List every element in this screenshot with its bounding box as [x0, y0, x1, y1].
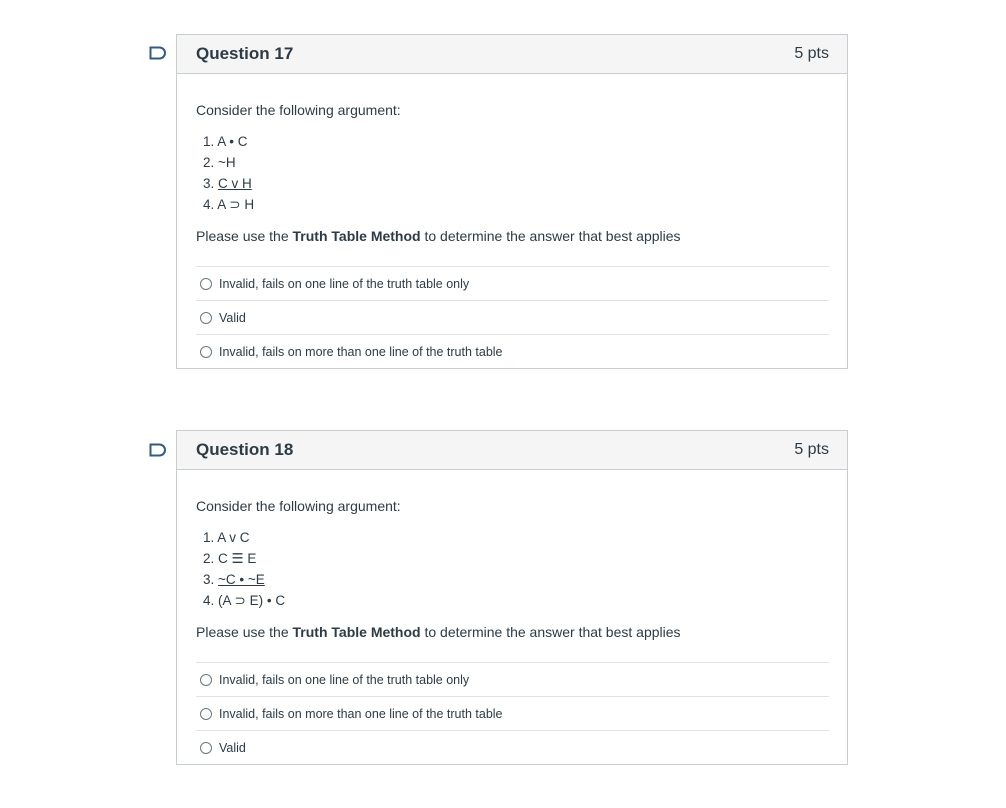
answer-option[interactable] [196, 335, 829, 368]
answer-list [196, 266, 829, 368]
premise-1: 1. A • C [203, 134, 248, 149]
answer-option[interactable] [196, 697, 829, 731]
answer-label: Invalid, fails on one line of the truth table only [219, 276, 470, 291]
premise-4: 4. (A ⊃ E) • C [203, 593, 286, 608]
answer-label: Valid [219, 740, 246, 755]
question-intro: Consider the following argument: [196, 498, 401, 514]
answer-label: Valid [219, 310, 246, 325]
answer-list [196, 662, 829, 764]
answer-label: Invalid, fails on more than one line of the truth table [219, 706, 503, 721]
question-body [177, 470, 847, 764]
question-body [177, 74, 847, 368]
answer-option[interactable] [196, 663, 829, 697]
flag-question-icon[interactable] [149, 46, 167, 60]
question-17 [176, 34, 848, 369]
question-points: 5 pts [794, 441, 829, 458]
answer-option[interactable] [196, 731, 829, 764]
question-title: Question 18 [196, 440, 294, 459]
question-header [177, 35, 847, 74]
question-18 [176, 430, 848, 765]
answer-label: Invalid, fails on one line of the truth table only [219, 672, 470, 687]
radio-button[interactable] [200, 708, 212, 720]
premise-2: 2. C ☰ E [203, 551, 257, 566]
premise-1: 1. A v C [203, 530, 250, 545]
premise-2: 2. ~H [203, 155, 236, 170]
flag-question-icon[interactable] [149, 443, 167, 457]
radio-button[interactable] [200, 278, 212, 290]
premise-4: 4. A ⊃ H [203, 197, 255, 212]
question-points: 5 pts [794, 45, 829, 62]
question-instruction: Please use the Truth Table Method to determine the answer that best applies [196, 228, 681, 244]
premise-3-conclusion: 3. C v H [203, 176, 252, 191]
question-intro: Consider the following argument: [196, 102, 401, 118]
question-instruction: Please use the Truth Table Method to determine the answer that best applies [196, 624, 681, 640]
premise-list [203, 131, 829, 215]
radio-button[interactable] [200, 674, 212, 686]
premise-3-conclusion: 3. ~C • ~E [203, 572, 265, 587]
answer-option[interactable] [196, 267, 829, 301]
question-title: Question 17 [196, 44, 294, 63]
answer-label: Invalid, fails on more than one line of the truth table [219, 344, 503, 359]
question-header [177, 431, 847, 470]
radio-button[interactable] [200, 312, 212, 324]
radio-button[interactable] [200, 346, 212, 358]
premise-list [203, 527, 829, 611]
answer-option[interactable] [196, 301, 829, 335]
radio-button[interactable] [200, 742, 212, 754]
